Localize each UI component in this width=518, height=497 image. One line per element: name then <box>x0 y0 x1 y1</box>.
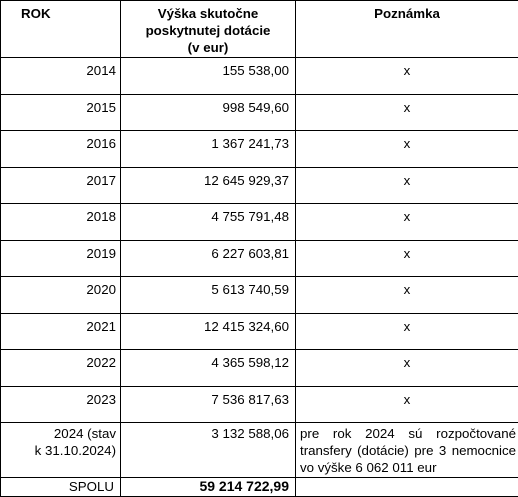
year-cell: 2017 <box>1 167 121 204</box>
note-cell: x <box>296 94 518 131</box>
year-cell: 2021 <box>1 313 121 350</box>
table-row <box>1 386 518 423</box>
table-header-row <box>1 1 518 58</box>
note-cell: x <box>296 131 518 168</box>
amount-cell: 5 613 740,59 <box>121 277 296 314</box>
amount-cell: 6 227 603,81 <box>121 240 296 277</box>
table-row <box>1 277 518 314</box>
year-2024-line1: 2024 (stav <box>5 425 116 442</box>
year-cell: 2016 <box>1 131 121 168</box>
table-row <box>1 313 518 350</box>
year-cell: 2020 <box>1 277 121 314</box>
year-cell: 2022 <box>1 350 121 387</box>
header-note: Poznámka <box>296 1 518 58</box>
note-cell: x <box>296 58 518 95</box>
year-2024-line2: k 31.10.2024) <box>5 442 116 459</box>
year-cell: 2019 <box>1 240 121 277</box>
amount-cell: 1 367 241,73 <box>121 131 296 168</box>
amount-cell: 12 645 929,37 <box>121 167 296 204</box>
note-cell: x <box>296 313 518 350</box>
amount-cell: 4 755 791,48 <box>121 204 296 241</box>
total-row <box>1 478 518 497</box>
amount-cell: 4 365 598,12 <box>121 350 296 387</box>
total-amount: 59 214 722,99 <box>121 478 296 497</box>
note-cell: x <box>296 386 518 423</box>
header-amount-line1: Výška skutočne <box>125 5 291 22</box>
amount-cell: 7 536 817,63 <box>121 386 296 423</box>
note-cell: x <box>296 277 518 314</box>
header-amount <box>121 1 296 58</box>
total-label: SPOLU <box>1 478 121 497</box>
note-cell: x <box>296 167 518 204</box>
note-cell-2024: pre rok 2024 sú rozpočtované transfery (dotácie) pre 3 nemocnice vo výške 6 062 011 eur <box>296 423 518 478</box>
table-row <box>1 167 518 204</box>
table-row <box>1 204 518 241</box>
table-row <box>1 350 518 387</box>
table-row <box>1 94 518 131</box>
table-row <box>1 58 518 95</box>
total-note <box>296 478 518 497</box>
note-cell: x <box>296 350 518 387</box>
year-cell: 2023 <box>1 386 121 423</box>
note-cell: x <box>296 204 518 241</box>
header-amount-line3: (v eur) <box>125 39 291 56</box>
amount-cell: 12 415 324,60 <box>121 313 296 350</box>
year-cell: 2014 <box>1 58 121 95</box>
amount-cell: 998 549,60 <box>121 94 296 131</box>
header-amount-line2: poskytnutej dotácie <box>125 22 291 39</box>
note-cell: x <box>296 240 518 277</box>
table-row-2024 <box>1 423 518 478</box>
amount-cell: 155 538,00 <box>121 58 296 95</box>
amount-cell-2024: 3 132 588,06 <box>121 423 296 478</box>
header-rok: ROK <box>1 1 121 58</box>
year-cell-2024 <box>1 423 121 478</box>
table-row <box>1 240 518 277</box>
table-row <box>1 131 518 168</box>
year-cell: 2018 <box>1 204 121 241</box>
year-cell: 2015 <box>1 94 121 131</box>
